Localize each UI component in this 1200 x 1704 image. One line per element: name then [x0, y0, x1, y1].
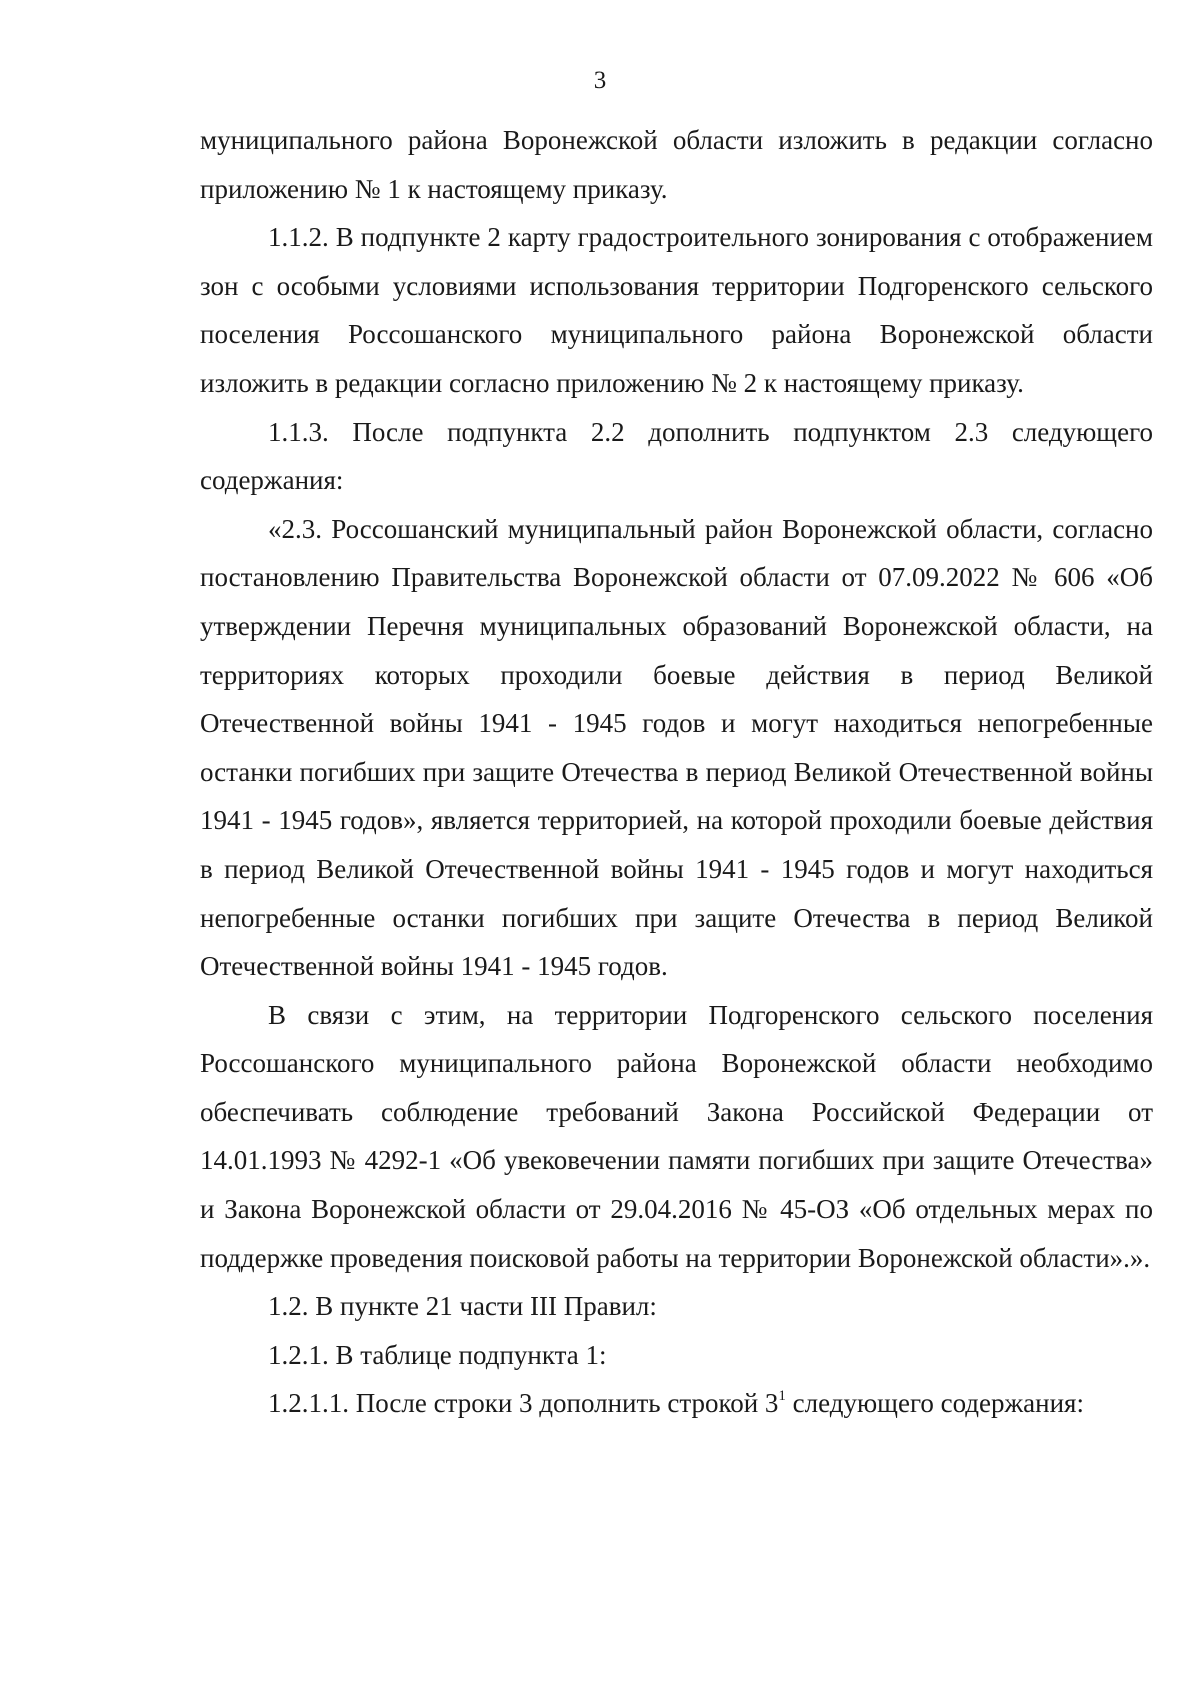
- paragraph-1-1-3: 1.1.3. После подпункта 2.2 дополнить подпунктом 2.3 следующего содержания:: [200, 416, 1153, 496]
- paragraph-quote-2-3: «2.3. Россошанский муниципальный район Воронежской области, согласно постановлению Правительства Воронежской области от 07.09.2022 № 606 «Об утверждении Перечня муниципальных образований Воронежской области, на территориях которых проходили боевые действия в период Великой Отечественной войны 1941 - 1945 годов и могут находиться непогребенные останки погибших при защите Отечества в период Великой Отечественной войны 1941 - 1945 годов», является территорией, на которой проходили боевые действия в период Великой Отечественной войны 1941 - 1945 годов и могут находиться непогребенные останки погибших при защите Отечества в период Великой Отечественной войны 1941 - 1945 годов.: [200, 513, 1153, 982]
- superscript-one: 1: [778, 1388, 786, 1405]
- paragraph-1-2: 1.2. В пункте 21 части III Правил:: [268, 1291, 657, 1322]
- paragraph-in-connection: В связи с этим, на территории Подгоренского сельского поселения Россошанского муниципального района Воронежской области необходимо обеспечивать соблюдение требований Закона Российской Федерации от 14.01.1993 № 4292-1 «Об увековечении памяти погибших при защите Отечества» и Закона Воронежской области от 29.04.2016 № 45-ОЗ «Об отдельных мерах по поддержке проведения поисковой работы на территории Воронежской области».».: [200, 999, 1153, 1273]
- paragraph-1-1-2: 1.1.2. В подпункте 2 карту градостроительного зонирования с отображением зон с особыми условиями использования территории Подгоренского сельского поселения Россошанского муниципального района Воронежской области изложить в редакции согласно приложению № 2 к настоящему приказу.: [200, 222, 1153, 398]
- paragraph-1-2-1: 1.2.1. В таблице подпункта 1:: [268, 1339, 607, 1370]
- page-number: 3: [593, 67, 607, 94]
- paragraph-continuation: муниципального района Воронежской области изложить в редакции согласно приложению № 1 к настоящему приказу.: [200, 125, 1153, 204]
- paragraph-1-2-1-1-tail: следующего содержания:: [785, 1388, 1084, 1419]
- document-body: [200, 116, 1153, 1428]
- paragraph-1-2-1-1: [200, 1379, 1153, 1428]
- paragraph-1-2-1-1-text: 1.2.1.1. После строки 3 дополнить строкой 3: [268, 1388, 779, 1419]
